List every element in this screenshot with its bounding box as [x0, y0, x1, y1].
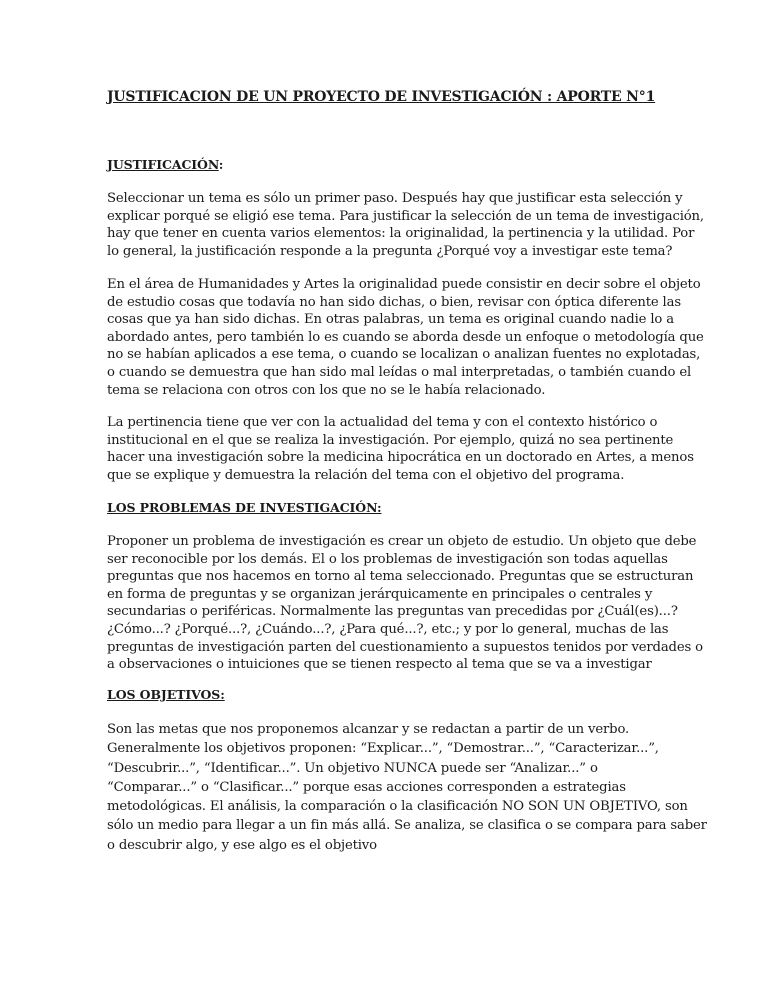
text-line: Seleccionar un tema es sólo un primer paso. Después hay que justificar esta selección y [107, 191, 683, 206]
text-line: o descubrir algo, y ese algo es el objetivo [107, 837, 377, 853]
text-line: hay que tener en cuenta varios elementos: la originalidad, la pertinencia y la utilidad. Por [107, 226, 695, 242]
text-line: no se habían aplicados a ese tema, o cuando se localizan o analizan fuentes no explotadas, [107, 347, 701, 363]
text-line: sólo un medio para llegar a un fin más allá. Se analiza, se clasifica o se compara para saber [107, 818, 707, 834]
text-line: ser reconocible por los demás. El o los problemas de investigación son todas aquellas [107, 551, 668, 567]
text-line: preguntas de investigación parten del cuestionamiento a supuestos tenidos por verdades o [107, 639, 703, 655]
text-line: “Descubrir...”, “Identificar...”. Un objetivo NUNCA puede ser “Analizar...” o [107, 760, 598, 776]
text-line: hacer una investigación sobre la medicina hipocrática en un doctorado en Artes, a menos [107, 450, 694, 466]
section-heading-justificacion [107, 157, 667, 172]
section-heading-label: JUSTIFICACIÓN [107, 157, 219, 172]
text-line: o cuando se demuestra que han sido mal leídas o mal interpretadas, o también cuando el [107, 364, 692, 380]
text-line: La pertinencia tiene que ver con la actualidad del tema y con el contexto histórico o [107, 415, 658, 430]
text-line: ¿Cómo...? ¿Porqué...?, ¿Cuándo...?, ¿Para qué...?, etc.; y por lo general, muchas de las [107, 621, 669, 637]
text-line: institucional en el que se realiza la investigación. Por ejemplo, quizá no sea pertinente [107, 432, 674, 448]
text-line: lo general, la justificación responde a la pregunta ¿Porqué voy a investigar este tema? [107, 243, 673, 259]
text-line: explicar porqué se eligió ese tema. Para justificar la selección de un tema de investigación, [107, 208, 704, 224]
text-line: preguntas que nos hacemos en torno al tema seleccionado. Preguntas que se estructuran [107, 569, 694, 585]
section-heading-objetivos: LOS OBJETIVOS: [107, 687, 225, 702]
text-line: En el área de Humanidades y Artes la originalidad puede consistir en decir sobre el objeto [107, 277, 701, 292]
text-line: de estudio cosas que todavía no han sido dichas, o bien, revisar con óptica diferente las [107, 294, 681, 310]
text-line: abordado antes, pero también lo es cuando se aborda desde un enfoque o metodología que [107, 329, 704, 345]
text-line: Generalmente los objetivos proponen: “Explicar...”, “Demostrar...”, “Caracterizar...”, [107, 741, 659, 757]
text-line: cosas que ya han sido dichas. En otras palabras, un tema es original cuando nadie lo a [107, 312, 674, 328]
text-line: Son las metas que nos proponemos alcanzar y se redactan a partir de un verbo. [107, 722, 630, 737]
text-line: secundarias o periféricas. Normalmente las preguntas van precedidas por ¿Cuál(es)...? [107, 604, 678, 620]
section-heading-problemas: LOS PROBLEMAS DE INVESTIGACIÓN: [107, 500, 382, 515]
text-line: que se explique y demuestra la relación del tema con el objetivo del programa. [107, 467, 625, 483]
paragraph-justificacion-intro [107, 190, 704, 260]
paragraph-pertinencia [107, 414, 694, 484]
text-line: Proponer un problema de investigación es crear un objeto de estudio. Un objeto que debe [107, 534, 697, 549]
text-line: a observaciones o intuiciones que se tienen respecto al tema que se va a investigar [107, 657, 652, 673]
text-line: tema se relaciona con otros con los que no se le había relacionado. [107, 382, 546, 398]
text-line: metodológicas. El análisis, la comparación o la clasificación NO SON UN OBJETIVO, son [107, 799, 688, 815]
text-line: “Comparar...” o “Clasificar...” porque esas acciones corresponden a estrategias [107, 779, 626, 795]
paragraph-problemas [107, 533, 703, 674]
section-heading-colon: : [218, 157, 224, 172]
document-title: JUSTIFICACION DE UN PROYECTO DE INVESTIGACIÓN : APORTE N°1 [107, 89, 656, 105]
text-line: en forma de preguntas y se organizan jerárquicamente en principales o centrales y [107, 586, 653, 602]
paragraph-originalidad [107, 276, 704, 399]
paragraph-objetivos [107, 720, 707, 855]
